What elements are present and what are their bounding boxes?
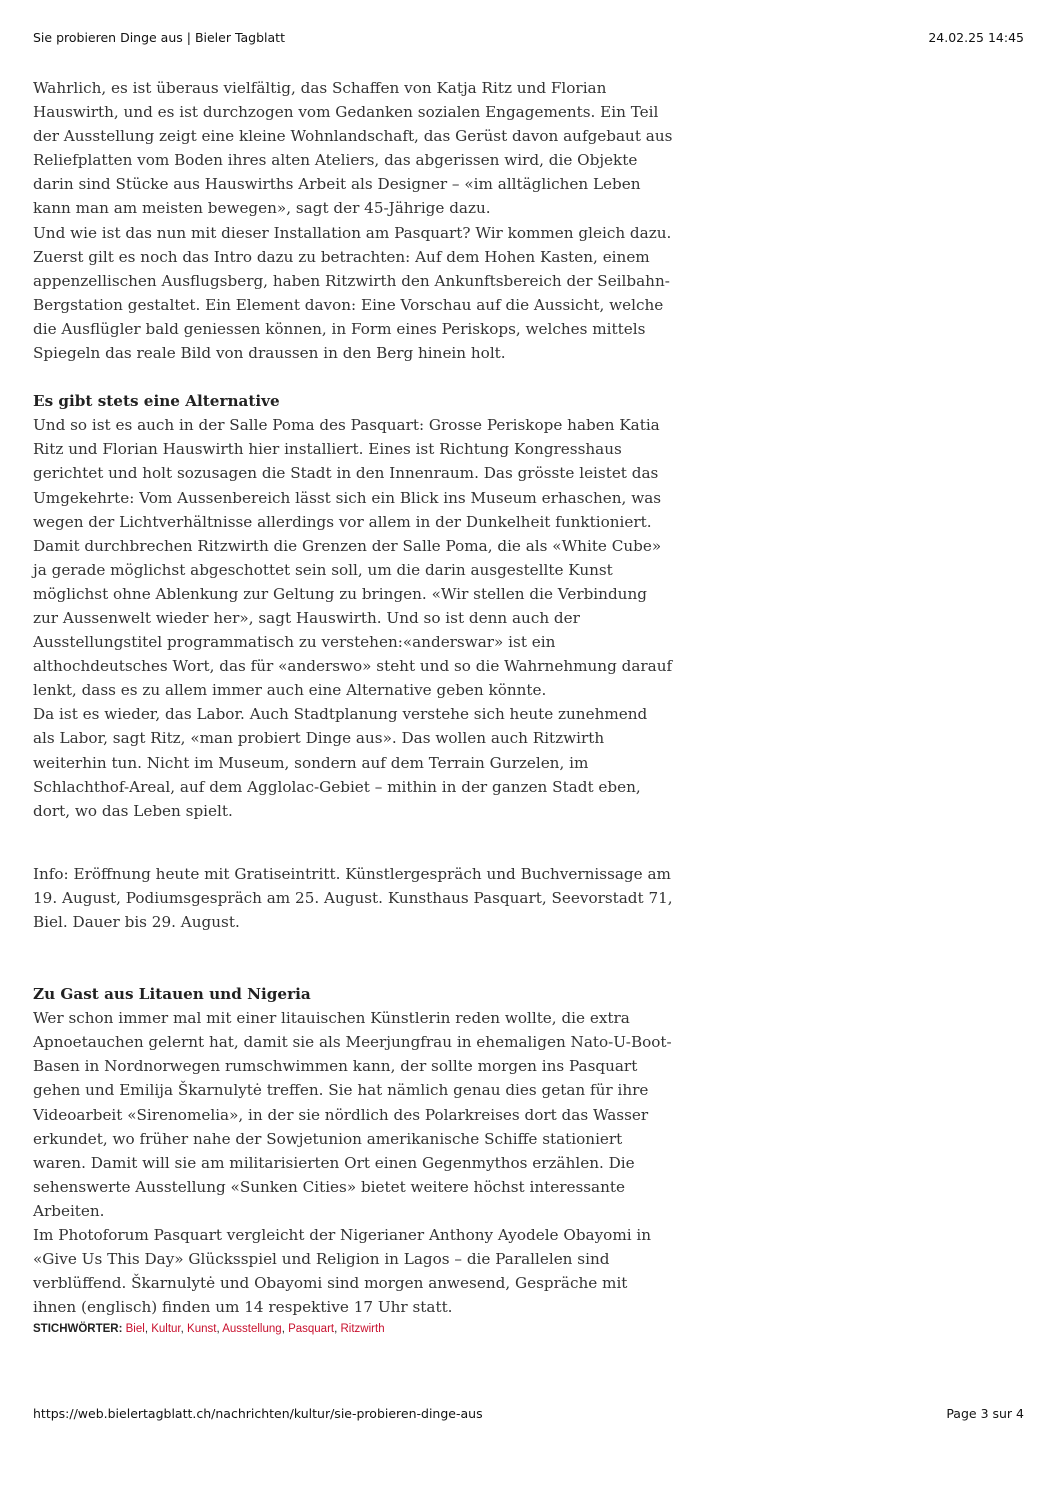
- print-footer: [33, 1406, 1024, 1421]
- tag-link-pasquart[interactable]: Pasquart: [288, 1323, 335, 1335]
- tags-label: STICHWÖRTER:: [33, 1323, 123, 1335]
- spacer: [33, 934, 673, 982]
- tag-link-kultur[interactable]: Kultur: [151, 1323, 181, 1335]
- article-paragraph: Und wie ist das nun mit dieser Installation am Pasquart? Wir kommen gleich dazu. Zuerst gilt es noch das Intro dazu zu betrachten: Auf dem Hohen Kasten, einem appenzellischen Ausflugsberg, haben Ritzwirth den Ankunftsbereich der Seilbahn-Bergstation gestaltet. Ein Element davon: Eine Vorschau auf die Aussicht, welche die Ausflügler bald geniessen können, in Form eines Periskops, welches mittels Spiegeln das reale Bild von draussen in den Berg hinein holt.: [33, 223, 672, 363]
- section-heading: Zu Gast aus Litauen und Nigeria: [33, 985, 311, 1004]
- tag-link-ausstellung[interactable]: Ausstellung: [222, 1323, 282, 1335]
- tag-link-kunst[interactable]: Kunst: [187, 1323, 217, 1335]
- article-paragraph: Wahrlich, es ist überaus vielfältig, das Schaffen von Katja Ritz und Florian Hauswirth, und es ist durchzogen vom Gedanken sozialen Engagements. Ein Teil der Ausstellung zeigt eine kleine Wohnlandschaft, das Gerüst davon aufgebaut aus Reliefplatten vom Boden ihres alten Ateliers, das abgerissen wird, die Objekte darin sind Stücke aus Hauswirths Arbeit als Designer – «im alltäglichen Leben kann man am meisten bewegen», sagt der 45-Jährige dazu.: [33, 79, 673, 218]
- keyword-tags: [33, 1323, 385, 1335]
- article-paragraph: Und so ist es auch in der Salle Poma des Pasquart: Grosse Periskope haben Katia Ritz und Florian Hauswirth hier installiert. Eines ist Richtung Kongresshaus gerichtet und holt sozusagen die Stadt in den Innenraum. Das grösste leistet das Umgekehrte: Vom Aussenbereich lässt sich ein Blick ins Museum erhaschen, was wegen der Lichtverhältnisse allerdings vor allem in der Dunkelheit funktioniert. Damit durchbrechen Ritzwirth die Grenzen der Salle Poma, die als «White Cube» ja gerade möglichst abgeschottet sein soll, um die darin ausgestellte Kunst möglichst ohne Ablenkung zur Geltung zu bringen. «Wir stellen die Verbindung zur Aussenwelt wieder her», sagt Hauswirth. Und so ist denn auch der Ausstellungstitel programmatisch zu verstehen:«anderswar» ist ein althochdeutsches Wort, das für «anderswo» steht und so die Wahrnehmung darauf lenkt, dass es zu allem immer auch eine Alternative geben könnte.: [33, 416, 673, 700]
- section-heading: Es gibt stets eine Alternative: [33, 392, 280, 411]
- page-indicator: Page 3 sur 4: [946, 1406, 1024, 1421]
- article-paragraph: Da ist es wieder, das Labor. Auch Stadtplanung verstehe sich heute zunehmend als Labor, sagt Ritz, «man probiert Dinge aus». Das wollen auch Ritzwirth weiterhin tun. Nicht im Museum, sondern auf dem Terrain Gurzelen, im Schlachthof-Areal, auf dem Agglolac-Gebiet – mithin in der ganzen Stadt eben, dort, wo das Leben spielt.: [33, 705, 648, 820]
- tag-list: Biel, Kultur, Kunst, Ausstellung, Pasquart, Ritzwirth: [125, 1323, 385, 1335]
- print-datetime: 24.02.25 14:45: [928, 30, 1024, 45]
- print-header: [33, 30, 1024, 45]
- tag-link-ritzwirth[interactable]: Ritzwirth: [340, 1323, 385, 1335]
- spacer: [33, 365, 673, 389]
- article-body: [33, 76, 673, 1319]
- article-paragraph: Wer schon immer mal mit einer litauischen Künstlerin reden wollte, die extra Apnoetauchen gelernt hat, damit sie als Meerjungfrau in ehemaligen Nato-U-Boot-Basen in Nordnorwegen rumschwimmen kann, der sollte morgen ins Pasquart gehen und Emilija Škarnulytė treffen. Sie hat nämlich genau dies getan für ihre Videoarbeit «Sirenomelia», in der sie nördlich des Polarkreises dort das Wasser erkundet, wo früher nahe der Sowjetunion amerikanische Schiffe stationiert waren. Damit will sie am militarisierten Ort einen Gegenmythos erzählen. Die sehenswerte Ausstellung «Sunken Cities» bietet weitere höchst interessante Arbeiten.: [33, 1009, 672, 1220]
- tag-link-biel[interactable]: Biel: [125, 1323, 145, 1335]
- page-url: https://web.bielertagblatt.ch/nachrichten/kultur/sie-probieren-dinge-aus: [33, 1406, 483, 1421]
- info-paragraph: Info: Eröffnung heute mit Gratiseintritt. Künstlergespräch und Buchvernissage am 19. August, Podiumsgespräch am 25. August. Kunsthaus Pasquart, Seevorstadt 71, Biel. Dauer bis 29. August.: [33, 864, 673, 931]
- page-title: Sie probieren Dinge aus | Bieler Tagblatt: [33, 30, 285, 45]
- article-paragraph: Im Photoforum Pasquart vergleicht der Nigerianer Anthony Ayodele Obayomi in «Give Us This Day» Glücksspiel und Religion in Lagos – die Parallelen sind verblüffend. Škarnulytė und Obayomi sind morgen anwesend, Gespräche mit ihnen (englisch) finden um 14 respektive 17 Uhr statt.: [33, 1226, 652, 1317]
- spacer: [33, 823, 673, 862]
